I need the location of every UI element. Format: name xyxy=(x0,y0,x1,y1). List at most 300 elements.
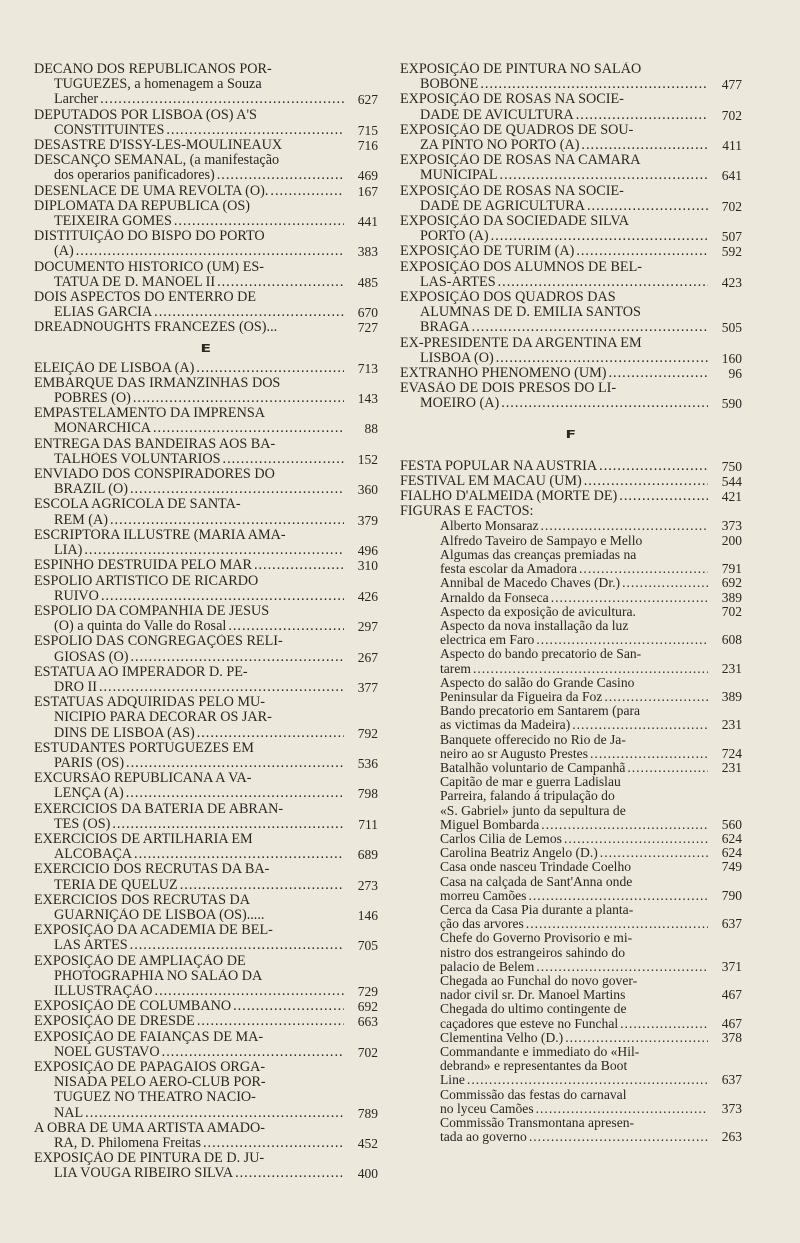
entry-line: LISBOA (O) ..... xyxy=(400,351,708,366)
index-entry xyxy=(34,695,378,741)
index-entry xyxy=(34,558,378,573)
index-subentry xyxy=(400,875,742,903)
entry-line: ESCRIPTORA ILLUSTRE (MARIA AMA- xyxy=(34,527,286,543)
entry-line: DINS DE LISBOA (AS) ..... xyxy=(34,726,344,741)
leader-dots xyxy=(581,138,708,153)
entry-line: Line ..... xyxy=(400,1073,708,1087)
page-number: 426 xyxy=(357,588,378,604)
entry-line: RA, D. Philomena Freitas ..... xyxy=(34,1136,344,1151)
leader-dots xyxy=(254,558,344,573)
entry-line: ESCOLA AGRICOLA DE SANTA- xyxy=(34,497,241,513)
section-letter xyxy=(400,428,742,441)
leader-dots xyxy=(541,818,708,832)
entry-line: CONSTITUINTES ..... xyxy=(34,123,344,138)
entry-line: Peninsular da Figueira da Foz ..... xyxy=(400,690,708,704)
leader-dots xyxy=(180,878,344,893)
leader-dots xyxy=(126,786,344,801)
entry-line: DADE DE AVICULTURA ..... xyxy=(400,108,708,123)
leader-dots xyxy=(565,1031,708,1045)
entry-line: ENTREGA DAS BANDEIRAS AOS BA- xyxy=(34,436,276,452)
entry-line: debrand» e representantes da Boot xyxy=(440,1059,628,1074)
page-number: 637 xyxy=(721,1072,742,1088)
index-entry xyxy=(34,862,378,892)
entry-line: ESTUDANTES PORTUGUEZES EM xyxy=(34,740,254,756)
entry-line: TUGUEZES, a homenagem a Souza xyxy=(54,77,262,93)
entry-line: electrica em Faro ..... xyxy=(400,633,708,647)
entry-line: Aspecto da nova installação da luz xyxy=(440,618,629,633)
leader-dots xyxy=(196,361,344,376)
index-entry xyxy=(34,802,378,832)
leader-dots xyxy=(112,817,344,832)
index-entry xyxy=(34,184,378,199)
index-entry xyxy=(34,1030,378,1060)
entry-line: Commissão das festas do carnaval xyxy=(440,1087,627,1102)
entry-line: dos operarios panificadores) ..... xyxy=(34,168,344,183)
leader-dots xyxy=(576,244,708,259)
entry-line: Miguel Bombarda ..... xyxy=(400,818,708,832)
page-number: 624 xyxy=(721,845,742,861)
index-column-left xyxy=(34,62,378,1182)
entry-line: Casa na calçada de Sant'Anna onde xyxy=(440,874,633,889)
entry-line: MUNICIPAL ..... xyxy=(400,168,708,183)
entry-line: Capitão de mar e guerra Ladislau xyxy=(440,775,621,790)
index-entry xyxy=(400,244,742,259)
leader-dots xyxy=(541,519,708,533)
index-subentry xyxy=(400,1031,742,1045)
page-number: 702 xyxy=(721,107,742,123)
page-number: 749 xyxy=(721,859,742,875)
entry-line: EXERCICIOS DE ARTILHARIA EM xyxy=(34,831,253,847)
entry-line: ESTATUAS ADQUIRIDAS PELO MU- xyxy=(34,695,265,711)
index-entry xyxy=(400,62,742,92)
entry-line: EX-PRESIDENTE DA ARGENTINA EM xyxy=(400,335,642,351)
index-subentry xyxy=(400,775,742,832)
entry-line: Parreira, falando á tripulação do xyxy=(440,789,615,804)
entry-line: EXPOSIÇÃO DE QUADROS DE SOU- xyxy=(400,122,634,138)
leader-dots xyxy=(174,214,344,229)
entry-line: Bando precatorio em Santarem (para xyxy=(440,704,641,719)
page-number: 692 xyxy=(721,575,742,591)
leader-dots xyxy=(528,889,708,903)
page-number: 360 xyxy=(357,482,378,498)
entry-line: ELEIÇÃO DE LISBOA (A) ..... xyxy=(34,361,344,376)
leader-dots xyxy=(472,320,708,335)
entry-line: ESPINHO DESTRUIDA PELO MAR ..... xyxy=(34,558,344,573)
page-number: 544 xyxy=(721,473,742,489)
index-entry xyxy=(34,290,378,320)
index-subentry xyxy=(400,534,742,548)
leader-dots xyxy=(203,1136,344,1151)
entry-line: nistro dos estrangeiros sahindo do xyxy=(440,945,626,960)
page-number: 389 xyxy=(721,688,742,704)
entry-line: Aspecto da exposição de avicultura. xyxy=(440,604,636,619)
entry-line: EXPOSIÇÃO DOS ALUMNOS DE BEL- xyxy=(400,259,642,275)
entry-line: NOEL GUSTAVO ..... xyxy=(34,1045,344,1060)
entry-line: PORTO (A) ..... xyxy=(400,229,708,244)
index-entry xyxy=(400,123,742,153)
page-number: 727 xyxy=(357,320,378,336)
entry-line: TATUA DE D. MANOEL II ..... xyxy=(34,275,344,290)
index-subentry xyxy=(400,832,742,846)
index-subentry xyxy=(400,846,742,860)
index-entry xyxy=(34,497,378,527)
index-subentry xyxy=(400,519,742,533)
page-number: 711 xyxy=(358,816,378,832)
leader-dots xyxy=(130,650,344,665)
page-number: 627 xyxy=(357,92,378,108)
index-entry xyxy=(34,574,378,604)
index-entry xyxy=(34,437,378,467)
entry-line: ESTATUA AO IMPERADOR D. PE- xyxy=(34,664,248,680)
leader-dots xyxy=(619,489,708,504)
index-entry xyxy=(400,214,742,244)
leader-dots xyxy=(480,77,708,92)
entry-line: Carlos Cilia de Lemos ..... xyxy=(400,832,708,846)
entry-line: ENVIADO DOS CONSPIRADORES DO xyxy=(34,467,275,483)
entry-line: neiro ao sr Augusto Prestes ..... xyxy=(400,747,708,761)
entry-line: NICIPIO PARA DECORAR OS JAR- xyxy=(54,710,272,726)
entry-line: BRAZIL (O) ..... xyxy=(34,482,344,497)
entry-line: (O) a quinta do Valle do Rosal ..... xyxy=(34,619,344,634)
index-entry xyxy=(400,489,742,504)
entry-line: tada ao governo ..... xyxy=(400,1130,708,1144)
page-number: 421 xyxy=(721,489,742,505)
entry-line: Chegada ao Funchal do novo gover- xyxy=(440,973,638,988)
page-number: 231 xyxy=(721,759,742,775)
index-entry xyxy=(34,138,378,153)
entry-line: LAS-ARTES ..... xyxy=(400,275,708,290)
page-number: 496 xyxy=(357,543,378,559)
entry-line: DRO II ..... xyxy=(34,680,344,695)
index-entry xyxy=(34,528,378,558)
leader-dots xyxy=(130,482,344,497)
entry-line: MONARCHICA ..... xyxy=(34,421,344,436)
entry-line: Batalhão voluntario de Campanhã ..... xyxy=(400,761,708,775)
leader-dots xyxy=(529,1130,708,1144)
index-entry xyxy=(34,999,378,1014)
index-entry xyxy=(34,1121,378,1151)
leader-dots xyxy=(620,1017,708,1031)
entry-line: RUIVO ..... xyxy=(34,589,344,604)
leader-dots xyxy=(576,108,708,123)
entry-line: tarem ..... xyxy=(400,662,708,676)
entry-line: EMPASTELAMENTO DA IMPRENSA xyxy=(34,406,265,422)
entry-line: Carolina Beatriz Angelo (D.) ..... xyxy=(400,846,708,860)
entry-line: DIPLOMATA DA REPUBLICA (OS) xyxy=(34,198,251,214)
page-number: 715 xyxy=(357,122,378,138)
index-subentry xyxy=(400,605,742,619)
leader-dots xyxy=(590,747,708,761)
leader-dots xyxy=(166,123,344,138)
entry-line: Cerca da Casa Pia durante a planta- xyxy=(440,902,634,917)
index-entry xyxy=(34,320,378,335)
section-letter xyxy=(34,342,378,355)
page-number: 507 xyxy=(721,229,742,245)
entry-line: Casa onde nasceu Trindade Coelho xyxy=(440,860,632,875)
index-entry xyxy=(400,504,742,519)
entry-line: NISADA PELO AERO-CLUB POR- xyxy=(54,1075,266,1091)
entry-line: Commandante e immediato do «Hil- xyxy=(440,1045,640,1059)
leader-dots xyxy=(627,761,708,775)
page-number: 702 xyxy=(721,198,742,214)
entry-line: DADE DE AGRICULTURA ..... xyxy=(400,199,708,214)
page-number: 373 xyxy=(721,518,742,534)
leader-dots xyxy=(76,244,344,259)
page-number: 373 xyxy=(721,1100,742,1116)
leader-dots xyxy=(228,619,344,634)
leader-dots xyxy=(84,543,344,558)
index-entry xyxy=(400,366,742,381)
page-number: 167 xyxy=(357,183,378,199)
entry-line: ELIAS GARCIA ..... xyxy=(34,305,344,320)
entry-line: FIGURAS E FACTOS: xyxy=(400,504,534,520)
index-subentry xyxy=(400,860,742,874)
index-subentry xyxy=(400,1045,742,1088)
leader-dots xyxy=(85,1106,344,1121)
index-entry xyxy=(400,336,742,366)
entry-line: BOBONE ..... xyxy=(400,77,708,92)
entry-line: PHOTOGRAPHIA NO SALÃO DA xyxy=(54,968,263,984)
entry-line: NAL ..... xyxy=(34,1106,344,1121)
page-number: 608 xyxy=(721,632,742,648)
entry-line: EXPOSIÇÃO DE PINTURA NO SALÃO xyxy=(400,62,642,77)
index-subentry xyxy=(400,974,742,1002)
index-entry xyxy=(34,771,378,801)
entry-line: EXPOSIÇÃO DE AMPLIAÇÃO DE xyxy=(34,953,246,969)
leader-dots xyxy=(110,513,344,528)
entry-line: EXERCICIO DOS RECRUTAS DA BA- xyxy=(34,862,270,878)
index-entry xyxy=(34,260,378,290)
page-number: 152 xyxy=(357,451,378,467)
entry-line: EXPOSIÇÃO DE ROSAS NA CAMARA xyxy=(400,153,641,169)
index-entry xyxy=(34,361,378,376)
entry-line: ALCOBAÇA ..... xyxy=(34,847,344,862)
entry-line: DESENLACE DE UMA REVOLTA (O). ..... xyxy=(34,184,344,199)
index-entry xyxy=(400,92,742,122)
entry-line: MOEIRO (A) ..... xyxy=(400,396,708,411)
entry-line: Chefe do Governo Provisorio e mi- xyxy=(440,931,633,946)
entry-line: EXPOSIÇÃO DA ACADEMIA DE BEL- xyxy=(34,923,273,939)
page-number: 792 xyxy=(357,725,378,741)
entry-line: EXPOSIÇÃO DE ROSAS NA SOCIE- xyxy=(400,183,624,199)
entry-line: EVASÃO DE DOIS PRESOS DO LI- xyxy=(400,381,617,397)
leader-dots xyxy=(600,846,708,860)
leader-dots xyxy=(526,917,708,931)
page-number: 267 xyxy=(357,649,378,665)
page-number: 705 xyxy=(357,938,378,954)
entry-line: Arnaldo da Fonseca ..... xyxy=(400,591,708,605)
leader-dots xyxy=(235,1166,344,1181)
entry-line: morreu Camões ..... xyxy=(400,889,708,903)
entry-line: Aspecto do salão do Grande Casino xyxy=(440,675,635,690)
page-number: 536 xyxy=(357,755,378,771)
entry-line: BRAGA ..... xyxy=(400,320,708,335)
page-number: 702 xyxy=(357,1044,378,1060)
leader-dots xyxy=(579,562,708,576)
page-number: 469 xyxy=(357,168,378,184)
page-number: 378 xyxy=(721,1029,742,1045)
index-subentry xyxy=(400,576,742,590)
entry-line: DESCANÇO SEMANAL, (a manifestação xyxy=(34,153,280,169)
entry-line: Chegada do ultimo contingente de xyxy=(440,1002,627,1017)
index-entry xyxy=(34,406,378,436)
page-number: 790 xyxy=(721,887,742,903)
page-number: 590 xyxy=(721,396,742,412)
page-number: 423 xyxy=(721,274,742,290)
section-letter-text: E xyxy=(200,341,212,355)
index-entry xyxy=(34,108,378,138)
entry-line: ESPOLIO DA COMPANHIA DE JESUS xyxy=(34,603,270,619)
leader-dots xyxy=(467,1073,708,1087)
index-entry xyxy=(400,290,742,336)
page-number: 231 xyxy=(721,660,742,676)
entry-line: Aspecto do bando precatorio de San- xyxy=(440,647,642,662)
entry-line: EXCURSÃO REPUBLICANA A VA- xyxy=(34,771,252,787)
leader-dots xyxy=(500,168,708,183)
index-entry xyxy=(34,923,378,953)
page-number: 637 xyxy=(721,916,742,932)
page-number: 592 xyxy=(721,244,742,260)
leader-dots xyxy=(197,726,344,741)
index-subentry xyxy=(400,676,742,704)
page-number: 452 xyxy=(357,1136,378,1152)
leader-dots xyxy=(564,832,708,846)
page-number: 789 xyxy=(357,1105,378,1121)
index-entry xyxy=(400,260,742,290)
leader-dots xyxy=(217,275,344,290)
entry-line: TES (OS) ..... xyxy=(34,817,344,832)
page-number: 624 xyxy=(721,830,742,846)
entry-line: PARIS (OS) ..... xyxy=(34,756,344,771)
index-entry xyxy=(400,184,742,214)
entry-line: EXPOSIÇÃO DE PINTURA DE D. JU- xyxy=(34,1151,265,1167)
leader-dots xyxy=(536,960,708,974)
entry-line: ção das arvores ..... xyxy=(400,917,708,931)
leader-dots xyxy=(551,591,708,605)
entry-line: Banquete offerecido no Rio de Ja- xyxy=(440,732,626,747)
entry-line: festa escolar da Amadora ..... xyxy=(400,562,708,576)
leader-dots xyxy=(536,1102,708,1116)
leader-dots xyxy=(101,589,344,604)
page-number: 689 xyxy=(357,847,378,863)
page-number: 716 xyxy=(357,138,378,154)
entry-line: Alberto Monsaraz ..... xyxy=(400,519,708,533)
entry-line: DEPUTADOS POR LISBOA (OS) A'S xyxy=(34,107,257,123)
entry-line: TUGUEZ NO THEATRO NACIO- xyxy=(54,1090,256,1106)
page-number: 485 xyxy=(357,274,378,290)
page-number: 798 xyxy=(357,786,378,802)
leader-dots xyxy=(491,229,708,244)
index-subentry xyxy=(400,931,742,974)
page-number: 379 xyxy=(357,512,378,528)
index-subentry xyxy=(400,647,742,675)
leader-dots xyxy=(133,391,344,406)
page-number: 724 xyxy=(721,745,742,761)
index-entry xyxy=(34,954,378,1000)
section-letter-text: F xyxy=(565,427,577,441)
page-number: 273 xyxy=(357,877,378,893)
page-number: 377 xyxy=(357,679,378,695)
page-number: 477 xyxy=(721,77,742,93)
entry-line: EXPOSIÇÃO DA SOCIEDADE SILVA xyxy=(400,214,629,230)
entry-line: LAS ARTES ..... xyxy=(34,938,344,953)
entry-line: A OBRA DE UMA ARTISTA AMADO- xyxy=(34,1120,265,1136)
index-entry xyxy=(34,832,378,862)
entry-line: EMBARQUE DAS IRMANZINHAS DOS xyxy=(34,375,281,391)
leader-dots xyxy=(134,847,344,862)
page-number: 297 xyxy=(357,619,378,635)
entry-line: EXPOSIÇÃO DE ROSAS NA SOCIE- xyxy=(400,92,624,108)
page-number: 692 xyxy=(357,999,378,1015)
entry-line: palacio de Belem ..... xyxy=(400,960,708,974)
page-number: 200 xyxy=(721,532,742,548)
entry-line: REM (A) ..... xyxy=(34,513,344,528)
index-subentry xyxy=(400,1088,742,1116)
leader-dots xyxy=(130,938,344,953)
entry-line: Alfredo Taveiro de Sampayo e Mello xyxy=(440,533,643,548)
entry-line: Algumas das creanças premiadas na xyxy=(440,547,637,562)
leader-dots xyxy=(270,184,344,199)
entry-line: DECANO DOS REPUBLICANOS POR- xyxy=(34,62,272,77)
entry-line: Commissão Transmontana apresen- xyxy=(440,1116,635,1131)
leader-dots xyxy=(604,690,708,704)
leader-dots xyxy=(99,680,344,695)
leader-dots xyxy=(223,452,344,467)
entry-line: «S. Gabriel» junto da sepultura de xyxy=(440,803,626,818)
index-column-right xyxy=(400,62,742,1144)
index-entry xyxy=(34,893,378,923)
entry-line: Clementina Velho (D.) ..... xyxy=(400,1031,708,1045)
index-entry xyxy=(34,1014,378,1029)
index-entry xyxy=(34,741,378,771)
entry-line: ALUMNAS DE D. EMILIA SANTOS xyxy=(420,305,641,321)
leader-dots xyxy=(498,275,708,290)
page-number: 146 xyxy=(357,907,378,923)
entry-line: LIA) ..... xyxy=(34,543,344,558)
index-subentry xyxy=(400,903,742,931)
index-entry xyxy=(400,381,742,411)
page-number: 143 xyxy=(357,391,378,407)
page-number: 713 xyxy=(357,360,378,376)
entry-line: Annibal de Macedo Chaves (Dr.) ..... xyxy=(400,576,708,590)
entry-line: EXTRANHO PHENOMENO (UM) ..... xyxy=(400,366,708,381)
index-entry xyxy=(34,467,378,497)
index-entry xyxy=(34,1060,378,1121)
entry-line: EXPOSIÇÃO DE FAIANÇAS DE MA- xyxy=(34,1029,264,1045)
page-number: 641 xyxy=(721,168,742,184)
page-number: 670 xyxy=(357,305,378,321)
entry-line: TALHÕES VOLUNTARIOS ..... xyxy=(34,452,344,467)
page-number: 505 xyxy=(721,320,742,336)
entry-line: ESPOLIO DAS CONGREGAÇÕES RELI- xyxy=(34,634,283,650)
page-number: 791 xyxy=(721,561,742,577)
entry-line: EXPOSIÇÃO DE COLUMBANO ..... xyxy=(34,999,344,1014)
index-subentry xyxy=(400,1002,742,1030)
index-subentry xyxy=(400,1116,742,1144)
entry-line: Larcher ..... xyxy=(34,92,344,107)
page-number: 88 xyxy=(364,421,378,437)
entry-line: TEIXEIRA GOMES ..... xyxy=(34,214,344,229)
leader-dots xyxy=(217,168,344,183)
entry-line: ESPOLIO ARTISTICO DE RICARDO xyxy=(34,573,259,589)
index-entry xyxy=(34,62,378,108)
entry-line: DOCUMENTO HISTORICO (UM) ES- xyxy=(34,259,265,275)
page-number: 663 xyxy=(357,1014,378,1030)
leader-dots xyxy=(599,459,708,474)
entry-line: as victimas da Madeira) ..... xyxy=(400,718,708,732)
leader-dots xyxy=(126,756,344,771)
entry-line: EXPOSIÇÃO DE TURIM (A) ..... xyxy=(400,244,708,259)
